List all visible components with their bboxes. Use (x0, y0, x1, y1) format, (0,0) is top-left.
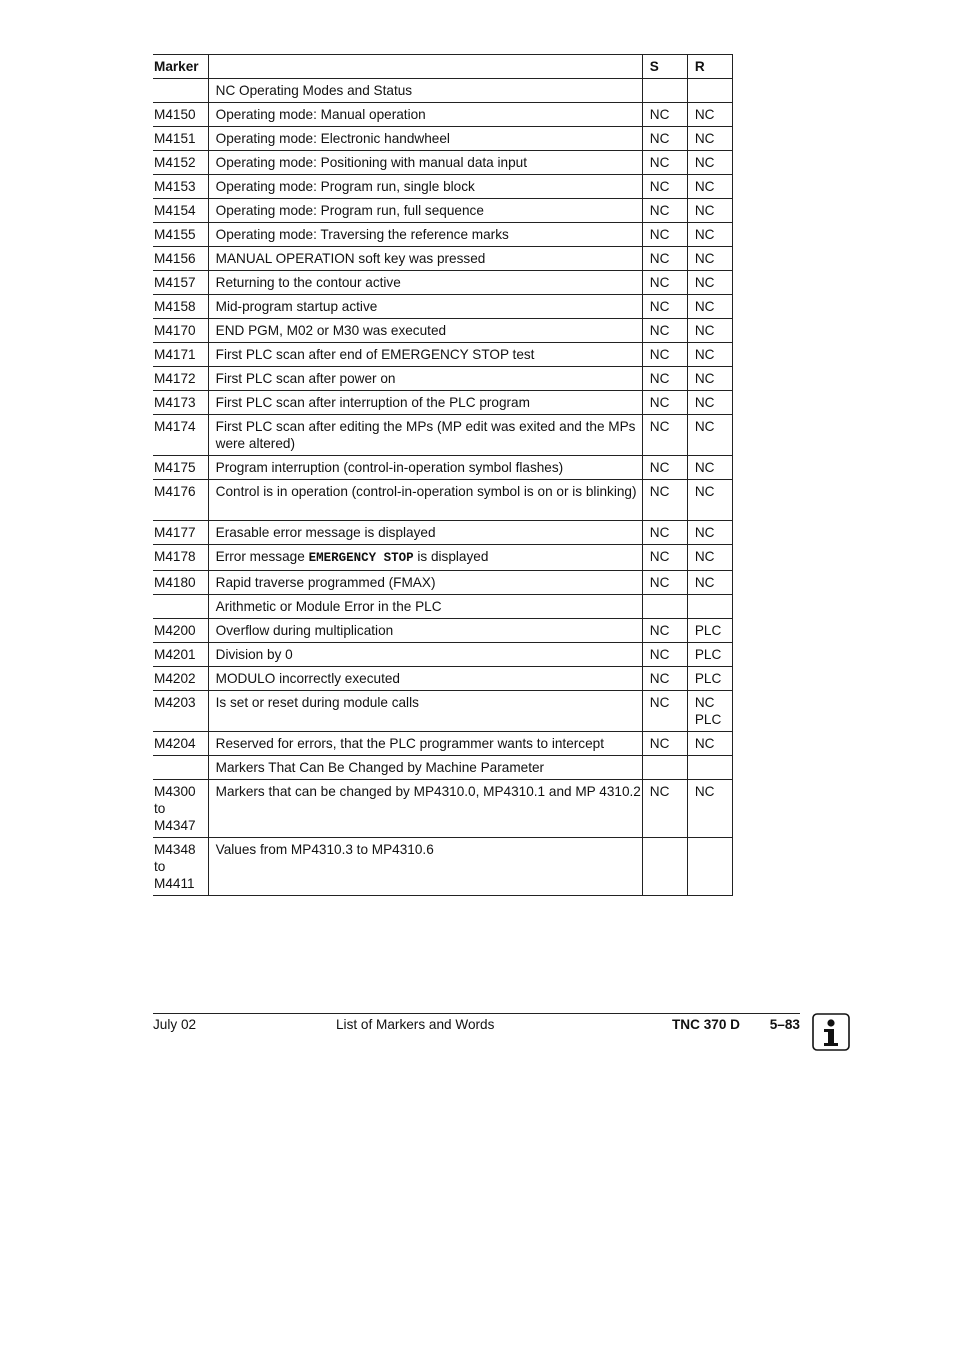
r-cell: NC (687, 223, 732, 247)
marker-cell: M4178 (153, 545, 208, 571)
marker-cell: M4203 (153, 691, 208, 732)
table-row (153, 691, 733, 732)
table-row (153, 343, 733, 367)
marker-cell (153, 756, 208, 780)
r-cell: NC (687, 103, 732, 127)
description-cell: Control is in operation (control-in-operation symbol is on or is blinking) (208, 480, 642, 521)
s-cell: NC (642, 545, 687, 571)
r-cell: NC (687, 732, 732, 756)
description-cell: First PLC scan after power on (208, 367, 642, 391)
marker-table (153, 54, 733, 896)
marker-cell (153, 595, 208, 619)
s-cell: NC (642, 247, 687, 271)
r-cell: NC (687, 367, 732, 391)
r-cell: NC (687, 343, 732, 367)
description-cell: First PLC scan after end of EMERGENCY STOP test (208, 343, 642, 367)
r-cell: PLC (687, 619, 732, 643)
table-row (153, 367, 733, 391)
description-text: Error message (215, 549, 309, 564)
r-cell (687, 838, 732, 896)
s-cell: NC (642, 667, 687, 691)
table-row (153, 295, 733, 319)
description-cell: Operating mode: Program run, single block (208, 175, 642, 199)
s-cell (642, 756, 687, 780)
table-row (153, 151, 733, 175)
table-row (153, 667, 733, 691)
table-row (153, 271, 733, 295)
description-cell: END PGM, M02 or M30 was executed (208, 319, 642, 343)
table-row (153, 643, 733, 667)
section-title: Markers That Can Be Changed by Machine Parameter (208, 756, 642, 780)
page-footer (153, 1013, 800, 1036)
section-row (153, 79, 733, 103)
marker-cell: M4152 (153, 151, 208, 175)
table-row (153, 732, 733, 756)
description-cell: Operating mode: Program run, full sequence (208, 199, 642, 223)
r-cell: NC (687, 521, 732, 545)
r-cell: NC (687, 127, 732, 151)
marker-cell: M4300 to M4347 (153, 780, 208, 838)
description-cell: Returning to the contour active (208, 271, 642, 295)
r-cell: NC (687, 247, 732, 271)
s-cell: NC (642, 223, 687, 247)
s-cell: NC (642, 571, 687, 595)
table-row (153, 545, 733, 571)
s-cell: NC (642, 415, 687, 456)
marker-cell (153, 79, 208, 103)
marker-cell: M4173 (153, 391, 208, 415)
r-cell: NC (687, 571, 732, 595)
marker-cell: M4175 (153, 456, 208, 480)
info-icon (812, 1013, 850, 1051)
marker-cell: M4177 (153, 521, 208, 545)
table-row (153, 456, 733, 480)
footer-title: List of Markers and Words (336, 1017, 495, 1032)
table-header-row (153, 55, 733, 79)
marker-cell: M4153 (153, 175, 208, 199)
marker-cell: M4154 (153, 199, 208, 223)
description-cell: Operating mode: Electronic handwheel (208, 127, 642, 151)
marker-cell: M4201 (153, 643, 208, 667)
section-title: Arithmetic or Module Error in the PLC (208, 595, 642, 619)
s-cell: NC (642, 127, 687, 151)
marker-cell: M4170 (153, 319, 208, 343)
description-cell: Program interruption (control-in-operation symbol flashes) (208, 456, 642, 480)
marker-cell: M4180 (153, 571, 208, 595)
s-cell: NC (642, 521, 687, 545)
description-cell: Markers that can be changed by MP4310.0, MP4310.1 and MP 4310.2 (208, 780, 642, 838)
marker-cell: M4174 (153, 415, 208, 456)
s-cell: NC (642, 619, 687, 643)
marker-cell: M4151 (153, 127, 208, 151)
table-row (153, 103, 733, 127)
r-cell: NC (687, 391, 732, 415)
r-cell: NC (687, 151, 732, 175)
r-cell: PLC (687, 667, 732, 691)
description-cell: Values from MP4310.3 to MP4310.6 (208, 838, 642, 896)
s-cell: NC (642, 295, 687, 319)
r-cell: NC (687, 271, 732, 295)
table-row (153, 319, 733, 343)
footer-date: July 02 (153, 1017, 197, 1032)
marker-cell: M4202 (153, 667, 208, 691)
r-cell: NC (687, 319, 732, 343)
description-text: is displayed (413, 549, 489, 564)
table-row (153, 521, 733, 545)
s-cell: NC (642, 175, 687, 199)
s-cell: NC (642, 643, 687, 667)
header-r: R (687, 55, 732, 79)
table-row (153, 391, 733, 415)
footer-page-number: 5–83 (769, 1017, 800, 1032)
section-title: NC Operating Modes and Status (208, 79, 642, 103)
description-cell: Is set or reset during module calls (208, 691, 642, 732)
r-cell: NC (687, 295, 732, 319)
table-row (153, 415, 733, 456)
marker-cell: M4172 (153, 367, 208, 391)
table-row (153, 199, 733, 223)
s-cell: NC (642, 103, 687, 127)
s-cell: NC (642, 199, 687, 223)
s-cell: NC (642, 780, 687, 838)
r-cell: NC (687, 480, 732, 521)
table-row (153, 480, 733, 521)
r-cell: NC (687, 199, 732, 223)
marker-cell: M4157 (153, 271, 208, 295)
r-cell (687, 79, 732, 103)
section-row (153, 756, 733, 780)
r-cell: NC (687, 780, 732, 838)
description-cell: Division by 0 (208, 643, 642, 667)
marker-cell: M4155 (153, 223, 208, 247)
s-cell (642, 79, 687, 103)
r-cell: NC (687, 456, 732, 480)
s-cell: NC (642, 391, 687, 415)
description-cell: MODULO incorrectly executed (208, 667, 642, 691)
header-s: S (642, 55, 687, 79)
description-cell: Operating mode: Traversing the reference marks (208, 223, 642, 247)
r-cell: PLC (687, 643, 732, 667)
table-row (153, 571, 733, 595)
marker-cell: M4158 (153, 295, 208, 319)
marker-cell: M4348 to M4411 (153, 838, 208, 896)
marker-cell: M4150 (153, 103, 208, 127)
s-cell (642, 595, 687, 619)
description-cell: Erasable error message is displayed (208, 521, 642, 545)
description-cell: Operating mode: Positioning with manual data input (208, 151, 642, 175)
description-cell: First PLC scan after interruption of the PLC program (208, 391, 642, 415)
section-row (153, 595, 733, 619)
r-cell (687, 595, 732, 619)
marker-cell: M4200 (153, 619, 208, 643)
description-cell: MANUAL OPERATION soft key was pressed (208, 247, 642, 271)
table-row (153, 619, 733, 643)
description-cell: Overflow during multiplication (208, 619, 642, 643)
s-cell: NC (642, 732, 687, 756)
s-cell: NC (642, 456, 687, 480)
description-cell (208, 545, 642, 571)
description-cell: Rapid traverse programmed (FMAX) (208, 571, 642, 595)
table-row (153, 780, 733, 838)
marker-cell: M4204 (153, 732, 208, 756)
description-cell: Reserved for errors, that the PLC programmer wants to intercept (208, 732, 642, 756)
header-marker: Marker (153, 55, 208, 79)
s-cell: NC (642, 319, 687, 343)
r-cell: NC (687, 415, 732, 456)
table-row (153, 247, 733, 271)
marker-cell: M4156 (153, 247, 208, 271)
header-description (208, 55, 642, 79)
footer-product: TNC 370 D (672, 1017, 740, 1032)
s-cell: NC (642, 343, 687, 367)
r-cell (687, 756, 732, 780)
s-cell: NC (642, 480, 687, 521)
table-row (153, 223, 733, 247)
table-body (153, 79, 733, 896)
marker-cell: M4171 (153, 343, 208, 367)
s-cell: NC (642, 151, 687, 175)
description-cell: Mid-program startup active (208, 295, 642, 319)
r-cell: NC (687, 545, 732, 571)
description-cell: Operating mode: Manual operation (208, 103, 642, 127)
s-cell: NC (642, 691, 687, 732)
r-cell: NC (687, 175, 732, 199)
table-row (153, 838, 733, 896)
s-cell (642, 838, 687, 896)
description-cell: First PLC scan after editing the MPs (MP edit was exited and the MPs were altered) (208, 415, 642, 456)
table-row (153, 127, 733, 151)
table-row (153, 175, 733, 199)
code-text: EMERGENCY STOP (308, 551, 414, 565)
marker-cell: M4176 (153, 480, 208, 521)
r-cell: NC PLC (687, 691, 732, 732)
s-cell: NC (642, 367, 687, 391)
s-cell: NC (642, 271, 687, 295)
